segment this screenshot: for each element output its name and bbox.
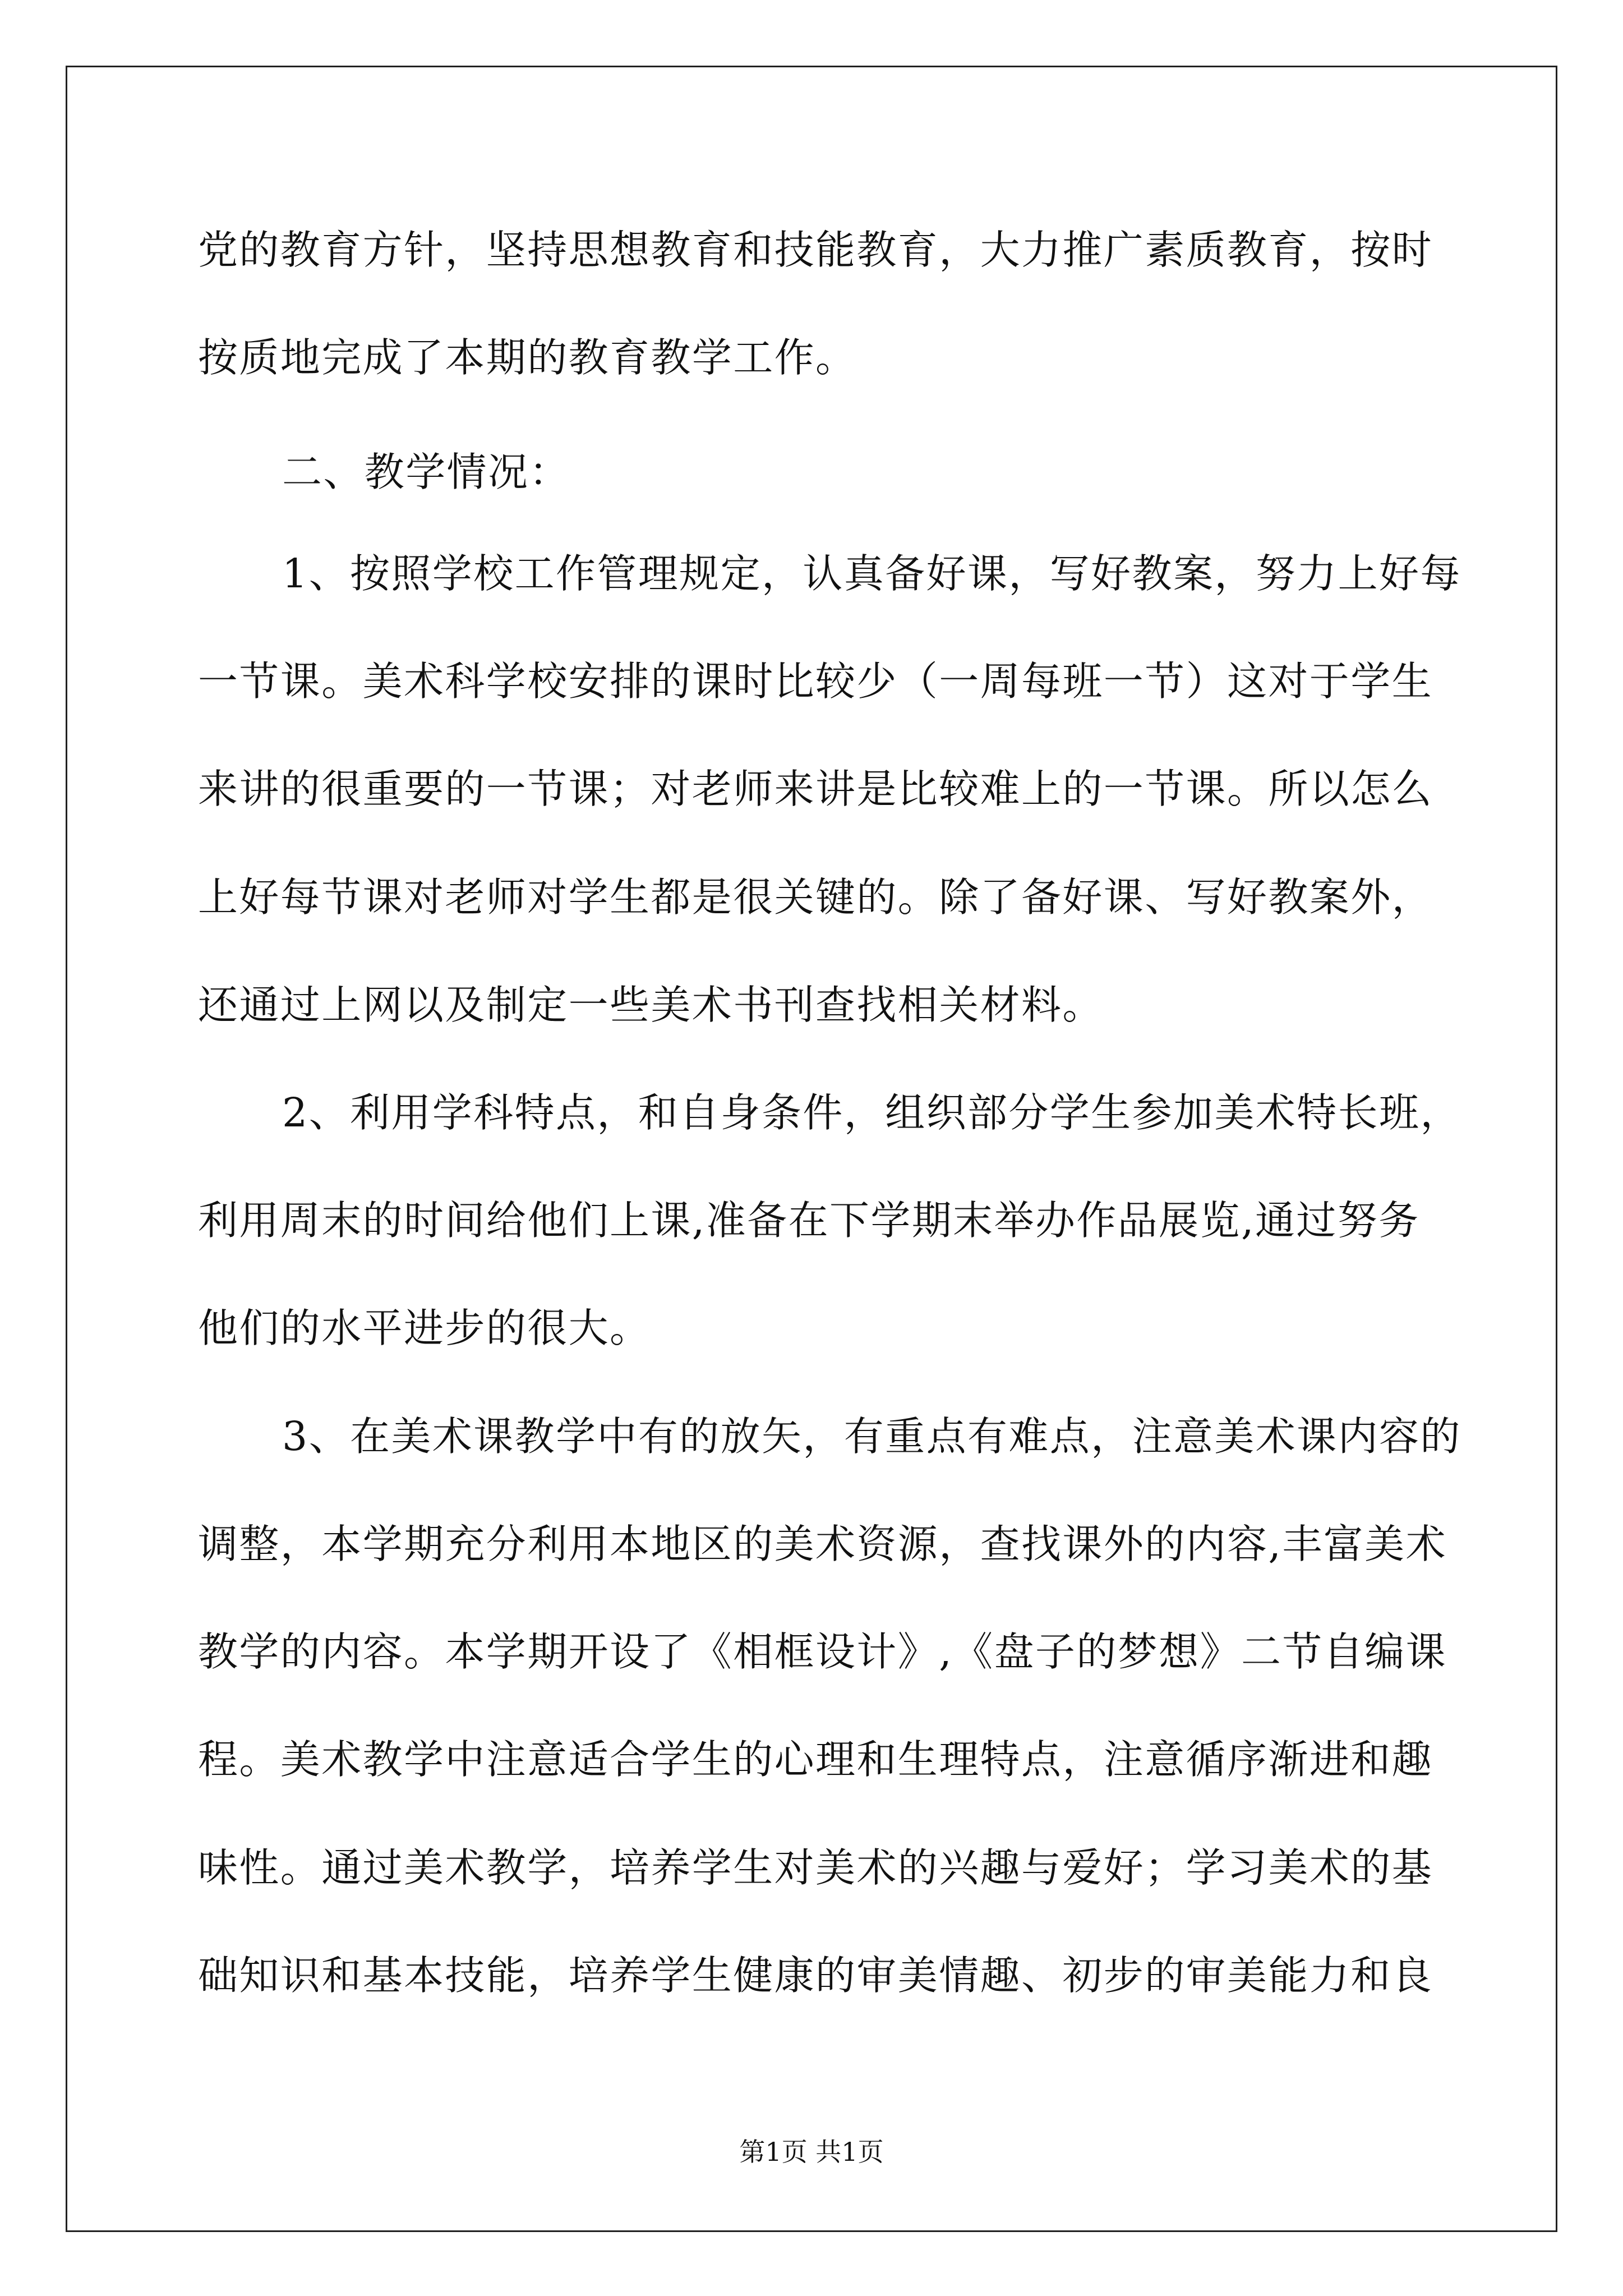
body-text-line: 他们的水平进步的很大。 — [198, 1305, 651, 1351]
body-text-line: 按质地完成了本期的教育教学工作。 — [198, 334, 857, 381]
body-text-line: 1、按照学校工作管理规定，认真备好课，写好教案，努力上好每 — [282, 550, 1461, 597]
body-text-line: 党的教育方针，坚持思想教育和技能教育，大力推广素质教育，按时 — [198, 227, 1433, 273]
body-text-line: 上好每节课对老师对学生都是很关键的。除了备好课、写好教案外， — [198, 874, 1433, 921]
body-text-line: 一节课。美术科学校安排的课时比较少（一周每班一节）这对于学生 — [198, 658, 1433, 705]
body-text-line: 3、在美术课教学中有的放矢，有重点有难点，注意美术课内容的 — [282, 1413, 1461, 1460]
body-text-line: 础知识和基本技能，培养学生健康的审美情趣、初步的审美能力和良 — [198, 1952, 1433, 1999]
page-border — [66, 66, 1557, 2232]
body-text-line: 调整，本学期充分利用本地区的美术资源，查找课外的内容,丰富美术 — [198, 1521, 1447, 1567]
body-text-line: 利用周末的时间给他们上课,准备在下学期末举办作品展览,通过努务 — [198, 1197, 1420, 1244]
section-heading: 二、教学情况： — [282, 449, 570, 495]
body-text-line: 还通过上网以及制定一些美术书刊查找相关材料。 — [198, 982, 1104, 1028]
body-text-line: 来讲的很重要的一节课；对老师来讲是比较难上的一节课。所以怎么 — [198, 766, 1433, 812]
page-number-footer: 第1页 共1页 — [739, 2137, 884, 2167]
body-text-line: 2、利用学科特点，和自身条件，组织部分学生参加美术特长班， — [282, 1089, 1461, 1136]
body-text-line: 程。美术教学中注意适合学生的心理和生理特点，注意循序渐进和趣 — [198, 1736, 1433, 1783]
body-text-line: 教学的内容。本学期开设了《相框设计》,《盘子的梦想》二节自编课 — [198, 1628, 1447, 1675]
body-text-line: 味性。通过美术教学，培养学生对美术的兴趣与爱好；学习美术的基 — [198, 1844, 1433, 1891]
